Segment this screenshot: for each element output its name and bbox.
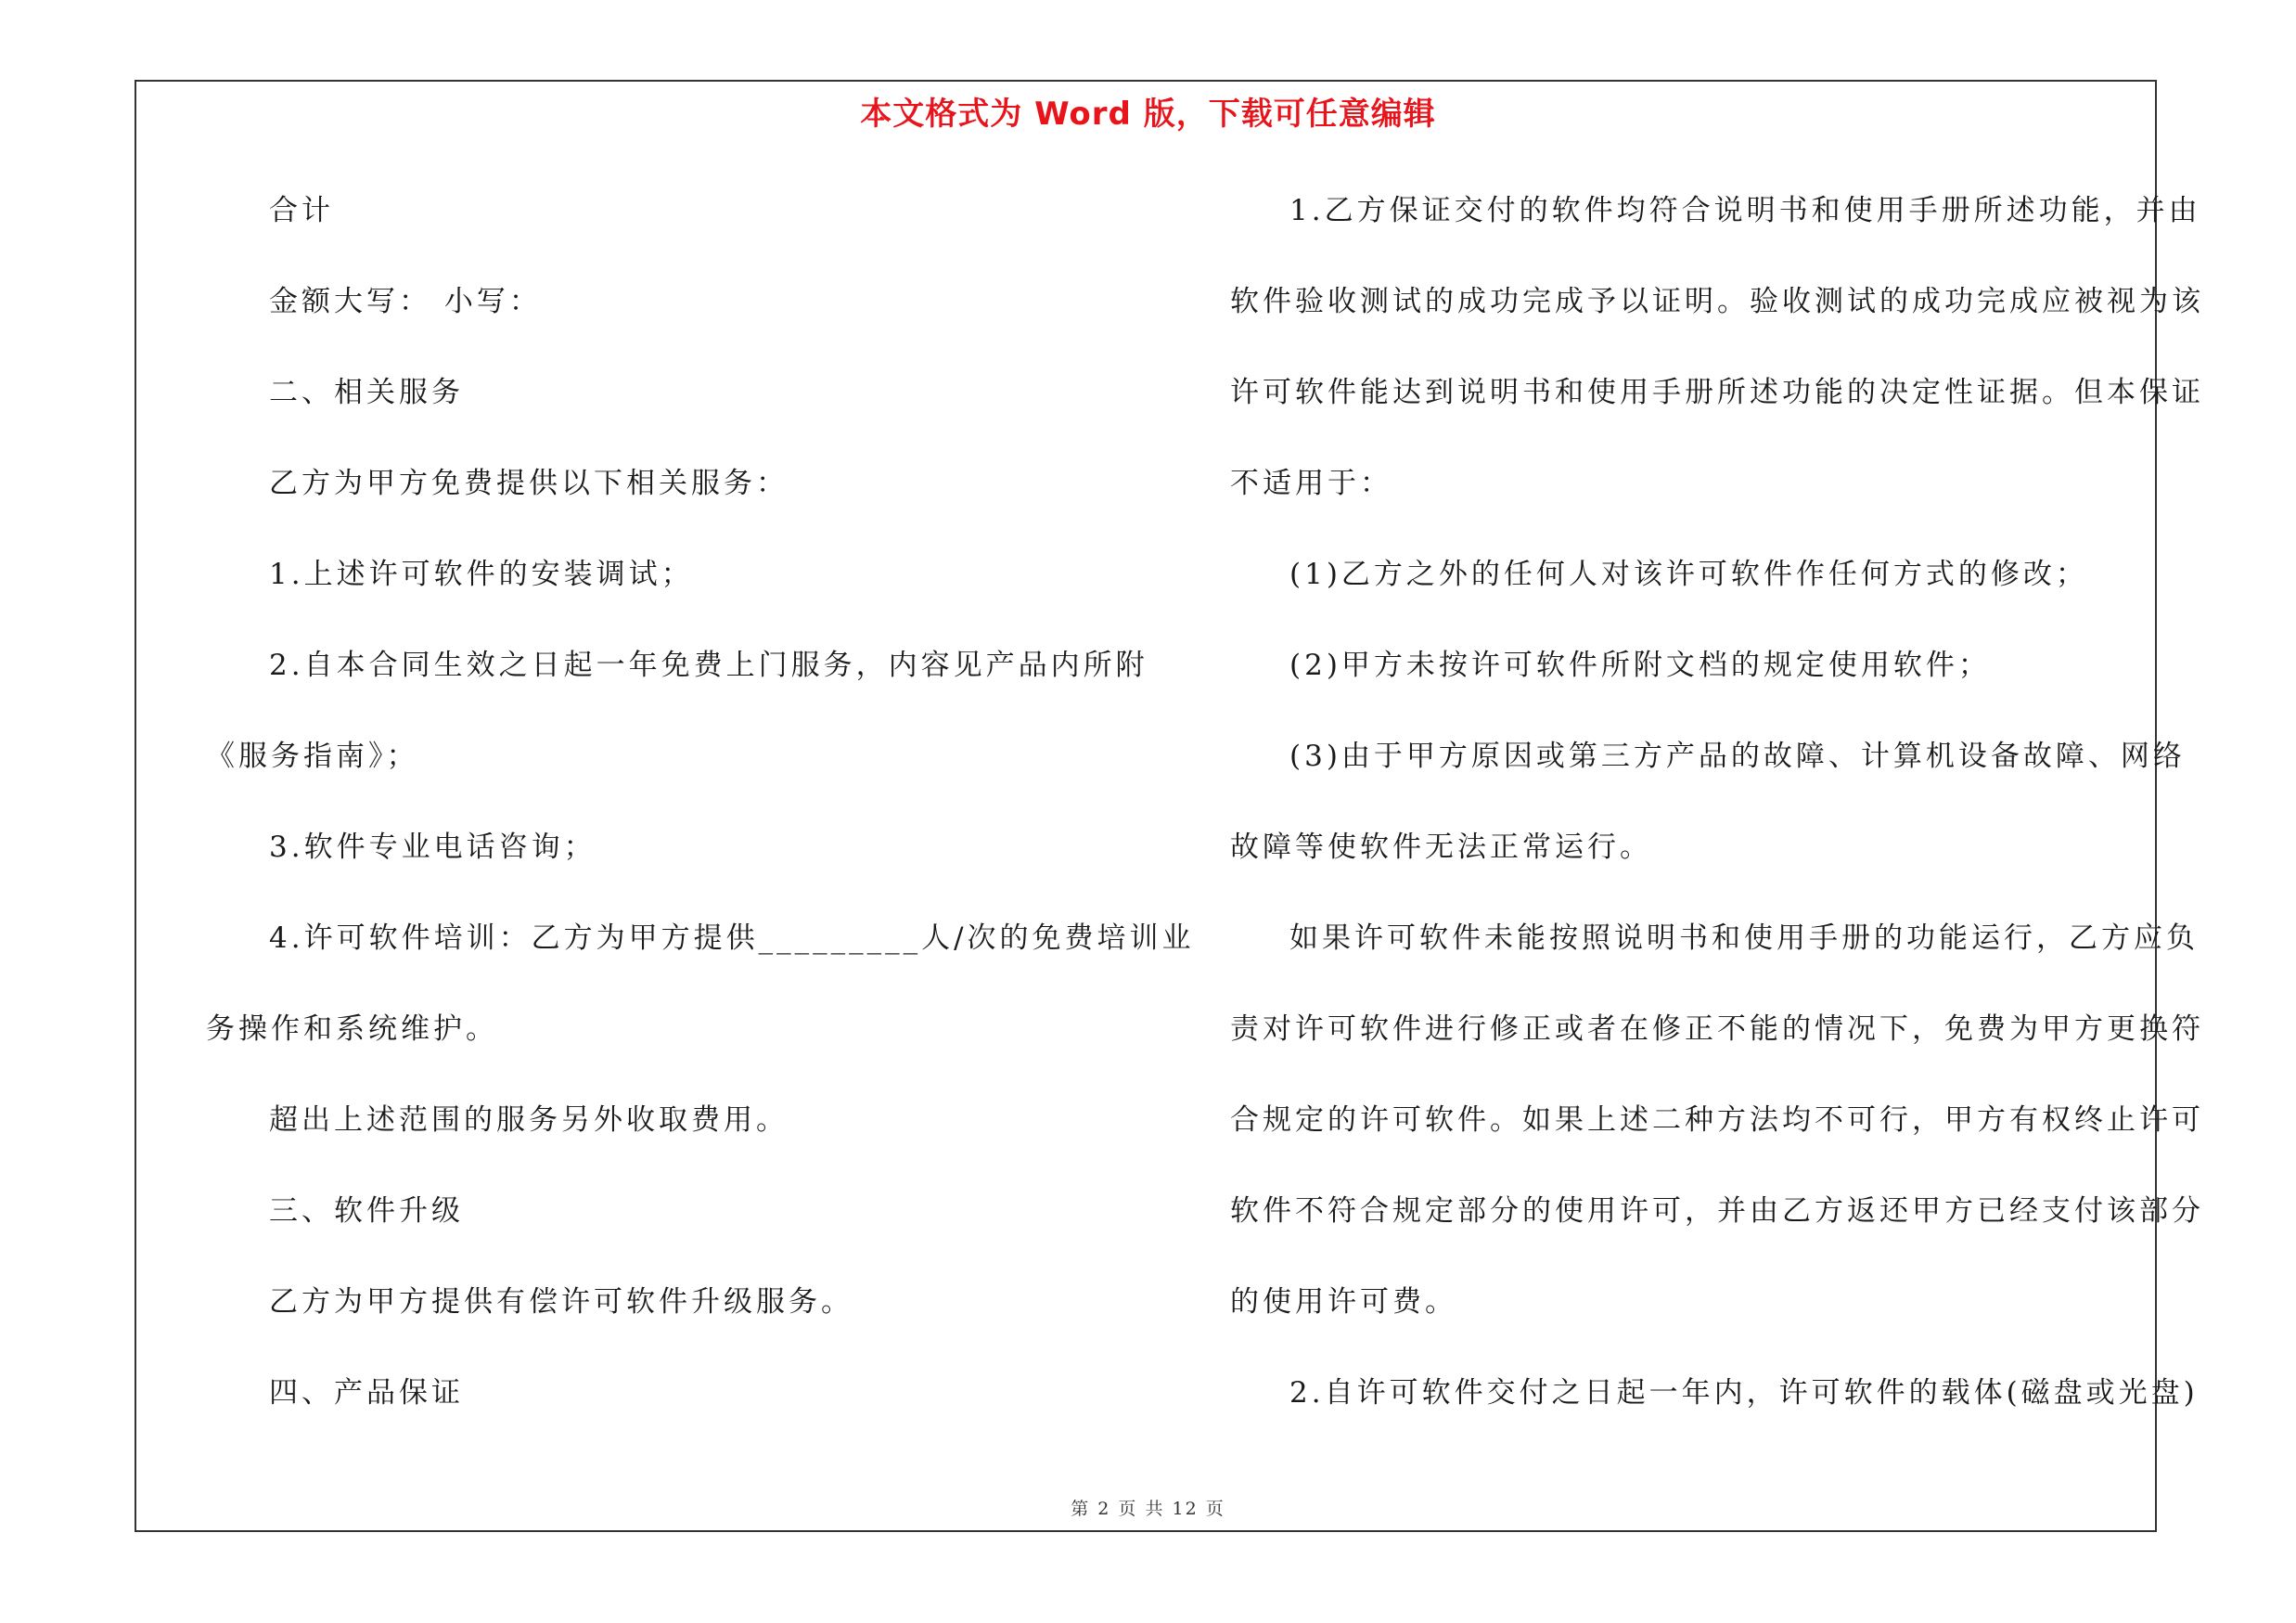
paragraph-line: 的使用许可费。: [1230, 1285, 1457, 1319]
section-heading-services: 二、相关服务: [269, 376, 464, 409]
paragraph-line: 不适用于：: [1230, 467, 1392, 500]
list-item: 2.自本合同生效之日起一年免费上门服务，内容见产品内所附: [269, 649, 1148, 682]
paragraph-line: 责对许可软件进行修正或者在修正不能的情况下，免费为甲方更换符: [1230, 1012, 2204, 1046]
amount-line: 金额大写： 小写：: [269, 285, 542, 318]
header-banner: 本文格式为 Word 版，下载可任意编辑: [860, 96, 1436, 133]
section-heading-upgrade: 三、软件升级: [269, 1194, 464, 1228]
page-number: 第 2 页 共 12 页: [1071, 1499, 1225, 1519]
paragraph-line: 合规定的许可软件。如果上述二种方法均不可行，甲方有权终止许可: [1230, 1103, 2204, 1137]
list-item-continuation: 《服务指南》；: [206, 740, 419, 773]
paragraph-line: 2.自许可软件交付之日起一年内，许可软件的载体(磁盘或光盘): [1289, 1376, 2199, 1410]
section-heading-warranty: 四、产品保证: [269, 1376, 464, 1410]
paragraph-line: 乙方为甲方提供有偿许可软件升级服务。: [269, 1285, 853, 1319]
list-item-continuation: 故障等使软件无法正常运行。: [1230, 831, 1652, 864]
paragraph-line: 许可软件能达到说明书和使用手册所述功能的决定性证据。但本保证: [1230, 376, 2204, 409]
list-item: 4.许可软件培训：乙方为甲方提供_________人/次的免费培训业: [269, 921, 1195, 955]
list-item-continuation: 务操作和系统维护。: [206, 1012, 498, 1046]
list-item: (3)由于甲方原因或第三方产品的故障、计算机设备故障、网络: [1289, 740, 2186, 773]
list-item: 1.上述许可软件的安装调试；: [269, 558, 694, 591]
paragraph-line: 软件不符合规定部分的使用许可，并由乙方返还甲方已经支付该部分: [1230, 1194, 2204, 1228]
paragraph-line: 1.乙方保证交付的软件均符合说明书和使用手册所述功能，并由: [1289, 194, 2201, 227]
paragraph-line: 超出上述范围的服务另外收取费用。: [269, 1103, 789, 1137]
list-item: (1)乙方之外的任何人对该许可软件作任何方式的修改；: [1289, 558, 2088, 591]
paragraph-line: 如果许可软件未能按照说明书和使用手册的功能运行，乙方应负: [1289, 921, 2199, 955]
paragraph-line: 软件验收测试的成功完成予以证明。验收测试的成功完成应被视为该: [1230, 285, 2204, 318]
paragraph-line: 乙方为甲方免费提供以下相关服务：: [269, 467, 789, 500]
list-item: 3.软件专业电话咨询；: [269, 831, 596, 864]
total-label: 合计: [269, 194, 334, 227]
list-item: (2)甲方未按许可软件所附文档的规定使用软件；: [1289, 649, 1991, 682]
